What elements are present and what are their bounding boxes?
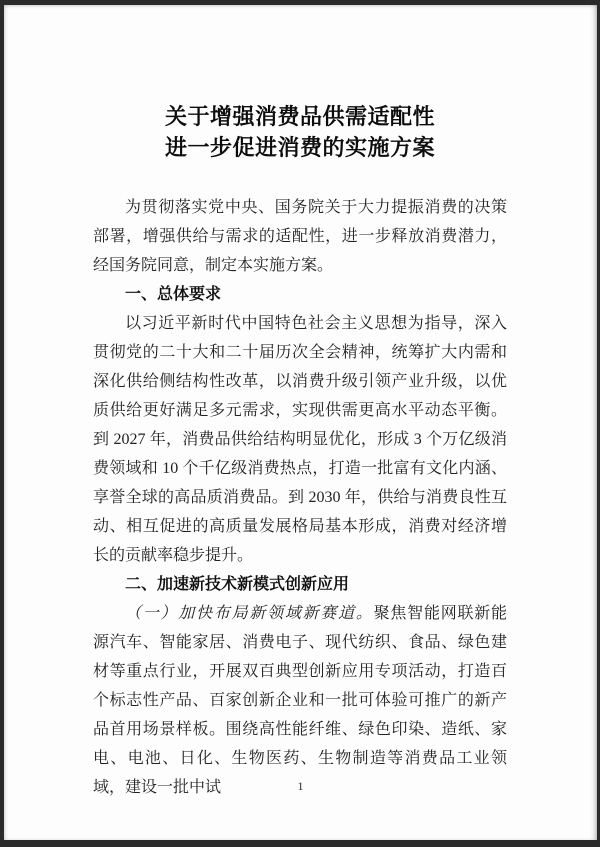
section-2-heading: 二、加速新技术新模式创新应用	[125, 576, 350, 593]
subsection-1-body: 聚焦智能网联新能源汽车、智能家居、消费电子、现代纺织、食品、绿色建材等重点行业，开展双百典型创新应用专项活动，打造百个标志性产品、百家创新企业和一批可体验可推广的新产品首用场景样板。围绕高性能纤维、绿色印染、造纸、家电、电池、日化、生物医药、生物制造等消费品工业领域，建设一批中试	[93, 605, 507, 796]
document-title-line-2: 进一步促进消费的实施方案	[164, 135, 435, 160]
page-number: 1	[297, 779, 304, 793]
document-title-line-1: 关于增强消费品供需适配性	[164, 104, 435, 129]
section-1-heading: 一、总体要求	[125, 286, 222, 303]
section-1-paragraph: 以习近平新时代中国特色社会主义思想为指导，深入贯彻党的二十大和二十届历次全会精神，统筹扩大内需和深化供给侧结构性改革，以消费升级引领产业升级，以优质供给更好满足多元需求，实现供需更高水平动态平衡。到 2027 年，消费品供给结构明显优化，形成 3 个万亿级消费领域和 10 个千亿级消费热点，打造一批富有文化内涵、享誉全球的高品质消费品。到 2030 年，供给与消费良性互动、相互促进的高质量发展格局基本形成，消费对经济增长的贡献率稳步提升。	[93, 315, 507, 564]
document-content	[93, 5, 507, 802]
subsection-1-lead: （一）加快布局新领域新赛道。	[125, 605, 374, 622]
section-2-paragraph	[93, 599, 507, 802]
document-page	[4, 5, 597, 840]
document-title	[93, 101, 507, 163]
intro-paragraph: 为贯彻落实党中央、国务院关于大力提振消费的决策部署，增强供给与需求的适配性，进一步释放消费潜力，经国务院同意，制定本实施方案。	[93, 199, 507, 274]
